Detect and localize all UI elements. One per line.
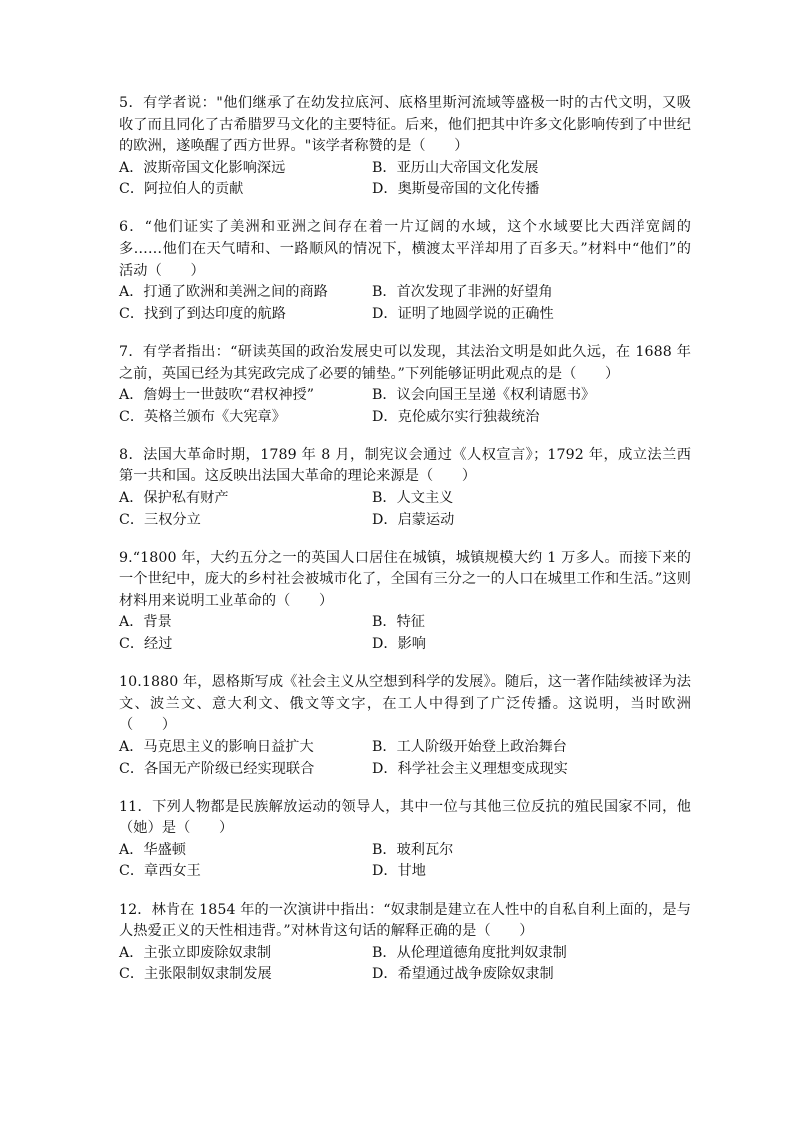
option-c: C．各国无产阶级已经实现联合 — [119, 760, 315, 777]
option-list — [119, 737, 691, 780]
question-stem: 7．有学者指出：“研读英国的政治发展史可以发现，其法治文明是如此久远，在 1688 年之前，英国已经为其宪政完成了必要的铺垫。”下列能够证明此观点的是（ ） — [119, 343, 691, 382]
option-a: A．波斯帝国文化影响深远 — [119, 159, 286, 176]
question-stem: 12．林肯在 1854 年的一次演讲中指出：“奴隶制是建立在人性中的自私自利上面的，是与人热爱正义的天性相违背。”对林肯这句话的解释正确的是（ ） — [119, 901, 691, 940]
option-d: D．甘地 — [372, 863, 426, 880]
question-stem: 5．有学者说："他们继承了在幼发拉底河、底格里斯河流域等盛极一时的古代文明，又吸收了而且同化了古希腊罗马文化的主要特征。后来，他们把其中许多文化影响传到了中世纪的欧洲，遂唤醒了西方世界。"该学者称赞的是（ ） — [119, 95, 691, 155]
option-b: B．人文主义 — [372, 490, 454, 506]
question-stem: 11．下列人物都是民族解放运动的领导人，其中一位与其他三位反抗的殖民国家不同，他（她）是（ ） — [119, 798, 691, 837]
question-12 — [119, 900, 691, 986]
question-10 — [119, 672, 691, 780]
option-list — [119, 158, 691, 201]
option-d: D．希望通过战争废除奴隶制 — [372, 966, 554, 983]
option-a: A．詹姆士一世鼓吹“君权神授” — [119, 387, 315, 404]
option-d: D．启蒙运动 — [372, 511, 455, 528]
question-9 — [119, 548, 691, 656]
option-c: C．阿拉伯人的贡献 — [119, 181, 244, 198]
option-list — [119, 943, 691, 986]
option-b: B．特征 — [372, 614, 425, 631]
option-d: D．科学社会主义理想变成现实 — [372, 760, 568, 777]
option-list — [119, 612, 691, 655]
question-8 — [119, 445, 691, 531]
option-b: B．工人阶级开始登上政治舞台 — [372, 738, 567, 755]
exam-page — [119, 93, 691, 986]
question-7 — [119, 342, 691, 428]
option-a: A．保护私有财产 — [119, 490, 229, 506]
option-c: C．英格兰颁布《大宪章》 — [119, 408, 286, 425]
option-c: C．找到了到达印度的航路 — [119, 305, 286, 322]
option-list — [119, 488, 691, 531]
question-stem: 9.“1800 年，大约五分之一的英国人口居住在城镇，城镇规模大约 1 万多人。而接下来的一个世纪中，庞大的乡村社会被城市化了，全国有三分之一的人口在城里工作和生活。”这则材料用来说明工业革命的（ ） — [119, 549, 691, 609]
question-11 — [119, 797, 691, 883]
option-c: C．章西女王 — [119, 863, 201, 880]
option-list — [119, 282, 691, 325]
question-5 — [119, 93, 691, 201]
question-stem: 8．法国大革命时期，1789 年 8 月，制宪议会通过《人权宣言》；1792 年，成立法兰西第一共和国。这反映出法国大革命的理论来源是（ ） — [119, 446, 691, 485]
option-a: A．主张立即废除奴隶制 — [119, 944, 272, 961]
option-a: A．背景 — [119, 614, 172, 631]
option-d: D．奥斯曼帝国的文化传播 — [372, 181, 540, 198]
question-stem: 6．“他们证实了美洲和亚洲之间存在着一片辽阔的水域，这个水域要比大西洋宽阔的多……他们在天气晴和、一路顺风的情况下，横渡太平洋却用了百多天。”材料中“他们”的活动（ ） — [119, 219, 691, 279]
option-d: D．影响 — [372, 636, 426, 653]
option-a: A．华盛顿 — [119, 841, 186, 858]
option-b: B．首次发现了非洲的好望角 — [372, 284, 553, 301]
option-c: C．三权分立 — [119, 511, 201, 528]
option-list — [119, 385, 691, 428]
option-b: B．从伦理道德角度批判奴隶制 — [372, 944, 567, 961]
option-b: B．亚历山大帝国文化发展 — [372, 159, 539, 176]
option-d: D．克伦威尔实行独裁统治 — [372, 408, 540, 425]
option-list — [119, 840, 691, 883]
option-b: B．议会向国王呈递《权利请愿书》 — [372, 387, 596, 404]
option-c: C．主张限制奴隶制发展 — [119, 966, 272, 983]
option-b: B．玻利瓦尔 — [372, 841, 454, 858]
option-c: C．经过 — [119, 636, 173, 653]
option-a: A．打通了欧洲和美洲之间的商路 — [119, 284, 328, 301]
option-d: D．证明了地圆学说的正确性 — [372, 305, 554, 322]
question-stem: 10.1880 年，恩格斯写成《社会主义从空想到科学的发展》。随后，这一著作陆续被译为法文、波兰文、意大利文、俄文等文字，在工人中得到了广泛传播。这说明，当时欧洲（ ） — [119, 674, 691, 734]
option-a: A．马克思主义的影响日益扩大 — [119, 738, 314, 755]
question-6 — [119, 217, 691, 325]
